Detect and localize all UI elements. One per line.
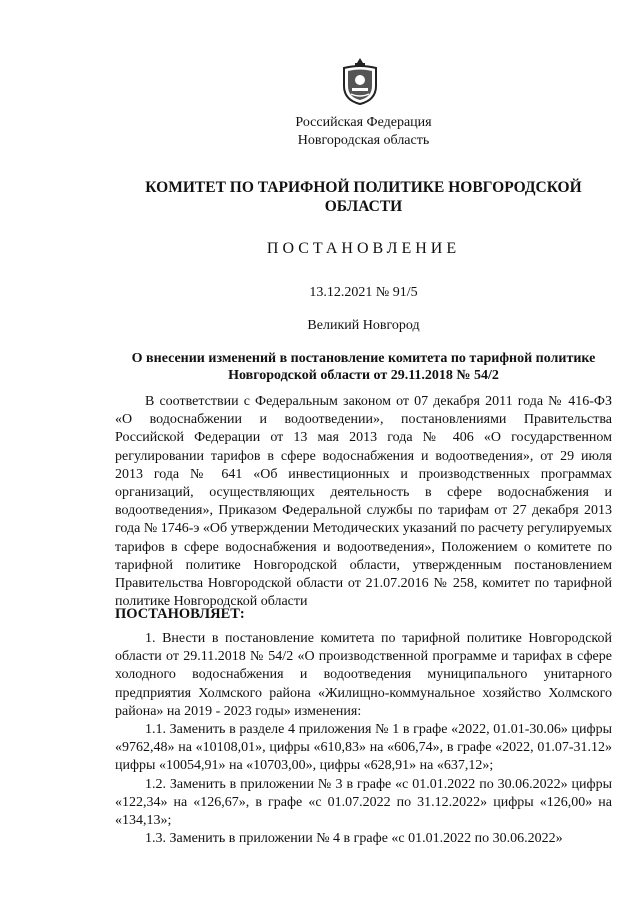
resolves-heading: ПОСТАНОВЛЯЕТ: (115, 606, 245, 622)
document-type: ПОСТАНОВЛЕНИЕ (266, 240, 461, 257)
item-1-1: 1.1. Заменить в разделе 4 приложения № 1 в графе «2022, 01.01-30.06» цифры «9762,48» на «10108,01», цифры «610,83» на «606,74», в графе «2022, 01.07-31.12» цифры «10054,91» на «10703,00», цифры «628,91» на «637,12»; (115, 722, 612, 774)
item-1-3: 1.3. Заменить в приложении № 4 в графе «с 01.01.2022 по 30.06.2022» (145, 831, 563, 847)
country-name: Российская Федерация (295, 115, 432, 130)
region-name: Новгородская область (297, 133, 430, 148)
date-number: 13.12.2021 № 91/5 (309, 285, 418, 300)
city: Великий Новгород (307, 318, 420, 333)
issuer-block (115, 114, 612, 150)
committee-title: КОМИТЕТ ПО ТАРИФНОЙ ПОЛИТИКЕ НОВГОРОДСКОЙ ОБЛАСТИ (145, 179, 582, 215)
item-1: 1. Внести в постановление комитета по тарифной политике Новгородской области от 29.11.2018 № 54/2 «О производственной программе и тарифах в сфере холодного водоснабжения и водоотведения муниципального унитарного предприятия Холмского района «Жилищно-коммунальное хозяйство Холмского района» на 2019 - 2023 годы» изменения: (115, 631, 612, 719)
item-1-2: 1.2. Заменить в приложении № 3 в графе «с 01.01.2022 по 30.06.2022» цифры «122,34» на «126,67», в графе «с 01.07.2022 по 31.12.2022» цифры «126,00» на «134,13»; (115, 776, 612, 829)
coat-of-arms-icon (340, 56, 380, 106)
resolution-items (115, 630, 612, 848)
preamble-paragraph: В соответствии с Федеральным законом от 07 декабря 2011 года № 416-ФЗ «О водоснабжении и водоотведении», постановлениями Правительства Российской Федерации от 13 мая 2013 года № 406 «О государственном регулировании тарифов в сфере водоснабжения и водоотведения», от 29 июля 2013 года № 641 «Об инвестиционных и производственных программах организаций, осуществляющих деятельность в сфере водоснабжения и водоотведения», Приказом Федеральной службы по тарифам от 27 декабря 2013 года № 1746-э «Об утверждении Методических указаний по расчету регулируемых тарифов в сфере водоснабжения и водоотведения», Положением о комитете по тарифной политике Новгородской области, утвержденным постановлением Правительства Новгородской области от 21.07.2016 № 258, комитет по тарифной политике Новгородской области (115, 394, 612, 610)
document-subject: О внесении изменений в постановление комитета по тарифной политике Новгородской области от 29.11.2018 № 54/2 (131, 351, 596, 383)
